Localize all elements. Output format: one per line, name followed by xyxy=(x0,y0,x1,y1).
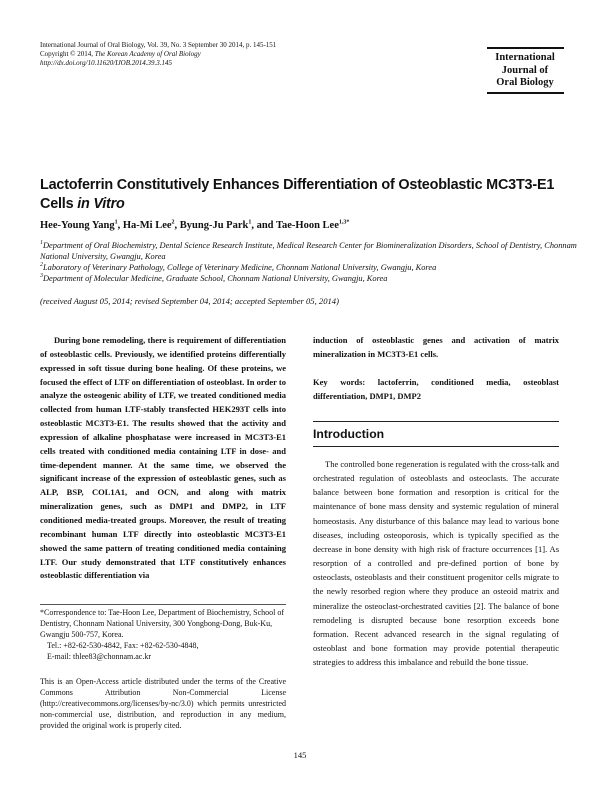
affiliation-text: Laboratory of Veterinary Pathology, College of Veterinary Medicine, Chonnam National University, Gwangju, Korea xyxy=(43,263,437,272)
author-affiliation-mark: 2 xyxy=(171,219,175,226)
author-affiliation-mark: 1,3* xyxy=(338,219,350,226)
footnote-rule xyxy=(40,604,286,605)
journal-box-top-rule xyxy=(487,47,564,49)
affiliation-mark: 2 xyxy=(40,262,43,269)
abstract-left-column: During bone remodeling, there is requirement of differentiation of osteoblastic cells. Previously, we identified proteins differentially expressed in soft tissue during bone healing. Of these proteins, we focused the effect of LTF on differentiation of osteoblast. In order to analyze the osteogenic ability of LTF, we treated conditioned media collected from human LTF-stably transfected HEK293T cells into osteoblastic MC3T3-E1. The results showed that the activity and expression of alkaline phosphatase were increased in MC3T3-E1 cells treated with conditioned media containing LTF in dose- and time-dependent manner. At the same time, we observed the significant increase of the expression of osteoblastic genes, such as ALP, BSP, COL1A1, and OCN, and along with matrix mineralization genes, such as DMP1 and DMP2, in LTF conditioned media-treated groups. Moreover, the result of treating recombinant human LTF directly into osteoblastic MC3T3-E1 showed the same pattern of treating conditioned media containing LTF. Our study demonstrated that LTF constitutively enhances osteoblastic differentiation via xyxy=(40,335,287,581)
article-dates: (received August 05, 2014; revised September 04, 2014; accepted September 05, 2014) xyxy=(40,296,339,306)
affiliation-item xyxy=(40,240,585,262)
author-affiliation-mark: 1 xyxy=(114,219,118,226)
intro-top-rule xyxy=(313,421,559,422)
article-title: Lactoferrin Constitutively Enhances Differentiation of Osteoblastic MC3T3-E1 Cells in Vitro xyxy=(40,177,555,212)
journal-citation: International Journal of Oral Biology, Vol. 39, No. 3 September 30 2014, p. 145-151 xyxy=(40,41,277,49)
affiliation-mark: 1 xyxy=(40,240,43,247)
page-number: 145 xyxy=(293,750,307,760)
author-separator: , and xyxy=(251,220,276,231)
correspondence-footnote xyxy=(40,607,286,662)
author-separator: , xyxy=(174,220,180,231)
journal-box-line: Oral Biology xyxy=(496,77,554,88)
abstract-right-column: induction of osteoblastic genes and activation of matrix mineralization in MC3T3-E1 cells. xyxy=(313,335,559,359)
footnote-line: Tel.: +82-62-530-4842, Fax: +82-62-530-4848, xyxy=(47,641,199,650)
intro-bottom-rule xyxy=(313,446,559,447)
author-name: Byung-Ju Park xyxy=(179,220,249,231)
journal-box-line: International xyxy=(495,52,555,63)
copyright-line: Copyright © 2014, The Korean Academy of Oral Biology xyxy=(40,50,201,58)
footnote-line: *Correspondence to: Tae-Hoon Lee, Department of Biochemistry, School of Dentistry, Chonnam National University, 300 Yongbong-Dong, Buk-Ku, Gwangju 500-757, Korea. xyxy=(40,608,285,639)
affiliation-text: Department of Molecular Medicine, Graduate School, Chonnam National University, Gwangju, Korea xyxy=(43,274,388,283)
author-list xyxy=(40,220,349,231)
affiliation-item xyxy=(40,273,585,284)
affiliation-text: Department of Oral Biochemistry, Dental Science Research Institute, Medical Research Center for Biomineralization Disorders, School of Dentistry, Chonnam National University, Gwangju, Korea xyxy=(40,241,577,261)
affiliation-list xyxy=(40,240,585,284)
author-name: Hee-Young Yang xyxy=(40,220,115,231)
affiliation-mark: 3 xyxy=(40,273,43,280)
footnote-email[interactable]: E-mail: thlee83@chonnam.ac.kr xyxy=(47,652,151,661)
journal-header xyxy=(40,41,276,68)
journal-box xyxy=(487,52,563,90)
introduction-body: The controlled bone regeneration is regulated with the cross-talk and orchestrated regulation of osteoblasts and osteoclasts. The accurate balance between bone formation and resorption is critical for the maintenance of bone mass density and systemic regulation of mineral homeostasis. Any disturbance of this balance may lead to various bone diseases, including osteoporosis, which is typically specified as the decrease in bone density with high risk of fracture occurrences [1]. As resorption of a controlled and pre-defined portion of bone by osteoclasts, osteoblasts and their constituent progenitor cells migrate to the newly resorbed region where they produce an osteoid matrix and mineralize the osteoclast-orchestrated cavities [2]. The balance of bone remodeling is disrupted because bone resorption exceeds bone formation. Recent advanced research in the signal regulating of osteoblast and bone formation may provide potential therapeutic strategies to address this imbalance and rebuild the bone tissue. xyxy=(313,459,559,668)
journal-box-bottom-rule xyxy=(487,92,564,94)
author-affiliation-mark: 1 xyxy=(248,219,252,226)
affiliation-item xyxy=(40,262,585,273)
author-name: Tae-Hoon Lee xyxy=(275,220,339,231)
doi-link[interactable]: http://dx.doi.org/10.11620/IJOB.2014.39.3.145 xyxy=(40,59,173,67)
keywords: Key words: lactoferrin, conditioned media, osteoblast differentiation, DMP1, DMP2 xyxy=(313,377,559,401)
open-access-notice: This is an Open-Access article distributed under the terms of the Creative Commons Attribution Non-Commercial License (http://creativecommons.org/licenses/by-nc/3.0) which permits unrestricted non-commercial use, distribution, and reproduction in any medium, provided the original work is properly cited. xyxy=(40,677,286,730)
journal-box-line: Journal of xyxy=(501,64,549,76)
author-name: Ha-Mi Lee xyxy=(122,220,172,231)
author-separator: , xyxy=(117,220,123,231)
section-heading-introduction: Introduction xyxy=(313,427,385,441)
